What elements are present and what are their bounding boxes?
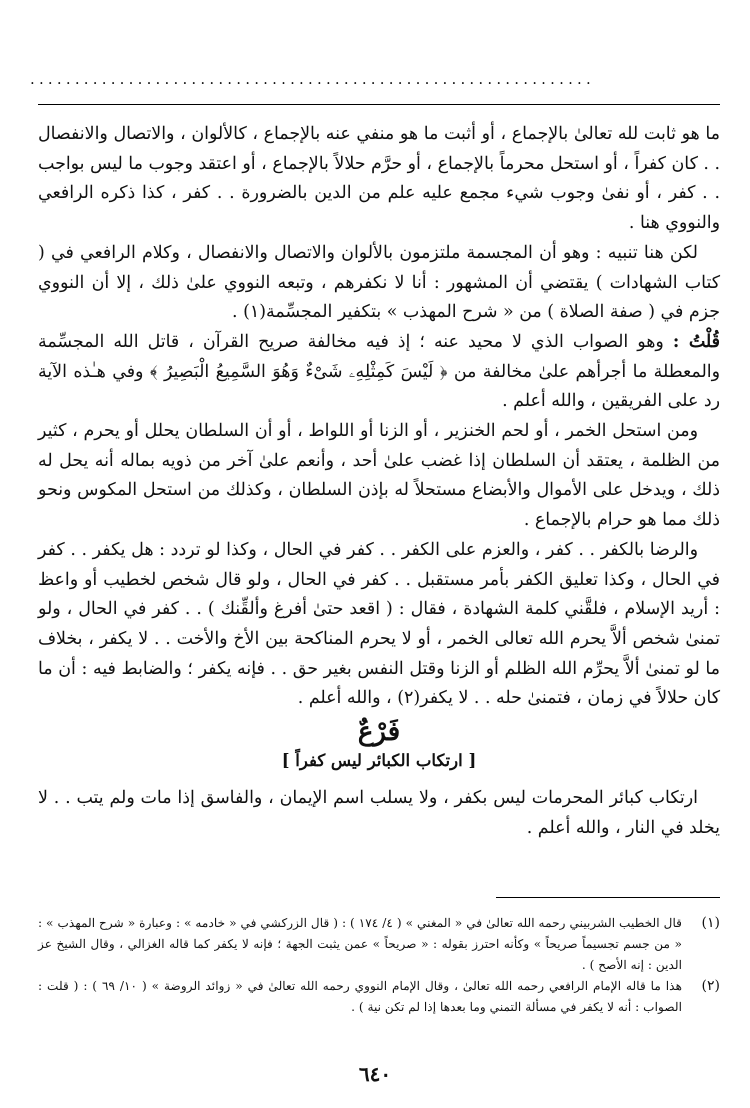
paragraph-5: والرضا بالكفر . . كفر ، والعزم على الكفر . . كفر في الحال ، وكذا لو تردد : هل يكفر . . كفر في الحال ، وكذا تعليق الكفر بأمر مستقبل . . كفر في الحال ، ولو قال شخص لخطيب أو واعظ : أريد الإسلام ، فلقَّني كلمة الشهادة ، فقال : ( اقعد حتىٰ أفرغ وألقِّنك ) . . كفر في الحال ، ولو تمنىٰ شخص ألاَّ يحرم الله تعالى الخمر ، أو لا يحرم المناكحة بين الأخ والأخت . . لا يكفر ، بخلاف ما لو تمنىٰ ألاَّ يحرِّم الله الظلم أو الزنا وقتل النفس بغير حق . . فإنه يكفر ؛ والضابط فيه : أن ما كان حلالاً في زمان ، فتمنىٰ حله . . لا يكفر(٢) ، والله أعلم . xyxy=(38,539,720,709)
paragraph-4: ومن استحل الخمر ، أو لحم الخنزير ، أو الزنا أو اللواط ، أو أن السلطان يحلل أو يحرم ، كثير من الظلمة ، يعتقد أن السلطان إذا غضب علىٰ أحد ، وأنعم علىٰ آخر من ذويه بماله أنه يحل له ذلك ، ويدخل على الأموال والأبضاع مستحلاً له بإذن السلطان ، وكذلك من استحل المكوس ونحو ذلك مما هو حرام بالإجماع . xyxy=(38,421,720,531)
footnotes xyxy=(38,913,720,1018)
footnote-2 xyxy=(38,976,720,1018)
paragraph-2: لكن هنا تنبيه : وهو أن المجسمة ملتزمون بالألوان والاتصال والانفصال ، وكلام الرافعي في ( كتاب الشهادات ) يقتضي أن المشهور : أنا لا نكفرهم ، وتبعه النووي علىٰ ذلك ، إلا أن النووي جزم في ( صفة الصلاة ) من « شرح المهذب » بتكفير المجسِّمة(١) . xyxy=(38,242,720,323)
paragraph-6: ارتكاب كبائر المحرمات ليس بكفر ، ولا يسلب اسم الإيمان ، والفاسق إذا مات ولم يتب . . لا يخلد في النار ، والله أعلم . xyxy=(38,788,720,838)
footnote-text: هذا ما قاله الإمام الرافعي رحمه الله تعالىٰ ، وقال الإمام النووي رحمه الله تعالىٰ في « زوائد الروضة » ( ١٠/ ٦٩ ) : ( قلت : الصواب : أنه لا يكفر في مسألة التمني وما بعدها إذا لم تكن نية ) . xyxy=(38,979,682,1014)
paragraph-3-text: وهو الصواب الذي لا محيد عنه ؛ إذ فيه مخالفة صريح القرآن ، قاتل الله المجسِّمة والمعطلة ما أجرأهم علىٰ مخالفة من ﴿ لَيْسَ كَمِثْلِهِۦ شَىْءٌ وَهُوَ السَّمِيعُ الْبَصِيرُ ﴾ وفي هـٰذه الآية رد على الفريقين ، والله أعلم . xyxy=(38,331,720,412)
header-dotted-line: ............................................................... xyxy=(30,70,595,88)
section-subheading: [ ارتكاب الكبائر ليس كفراً ] xyxy=(281,751,477,771)
header-rule xyxy=(38,104,720,105)
paragraph-3 xyxy=(38,328,720,417)
footnote-text: قال الخطيب الشربيني رحمه الله تعالىٰ في « المغني » ( ٤/ ١٧٤ ) : ( قال الزركشي في « خادمه » : وعبارة « شرح المهذب » : « من جسم تجسيماً صريحاً » وكأنه احترز بقوله : « صريحاً » عمن يثبت الجهة ؛ فإنه لا يكفر كما قاله الغزالي ، وقال الشيخ عز الدين : إنه الأصح ) . xyxy=(38,916,682,972)
main-text xyxy=(38,120,720,843)
page-number: ٦٤٠ xyxy=(358,1062,392,1086)
section-heading-far: فَرْعٌ xyxy=(357,717,401,748)
footnote-number: (٢) xyxy=(701,978,720,994)
footnote-1 xyxy=(38,913,720,976)
paragraph-1: ما هو ثابت لله تعالىٰ بالإجماع ، أو أثبت ما هو منفي عنه بالإجماع ، كالألوان ، والاتصال والانفصال . . كان كفراً ، أو استحل محرماً بالإجماع ، أو حرَّم حلالاً بالإجماع ، أو اعتقد وجوب ما ليس بواجب . . كفر ، أو نفىٰ وجوب شيء مجمع عليه علم من الدين بالضرورة . . كفر ، كذا ذكره الرافعي والنووي هنا . xyxy=(38,124,720,234)
footnote-rule xyxy=(496,897,720,898)
qultu-lead: قُلْتُ : xyxy=(672,331,720,352)
footnote-number: (١) xyxy=(701,915,720,931)
